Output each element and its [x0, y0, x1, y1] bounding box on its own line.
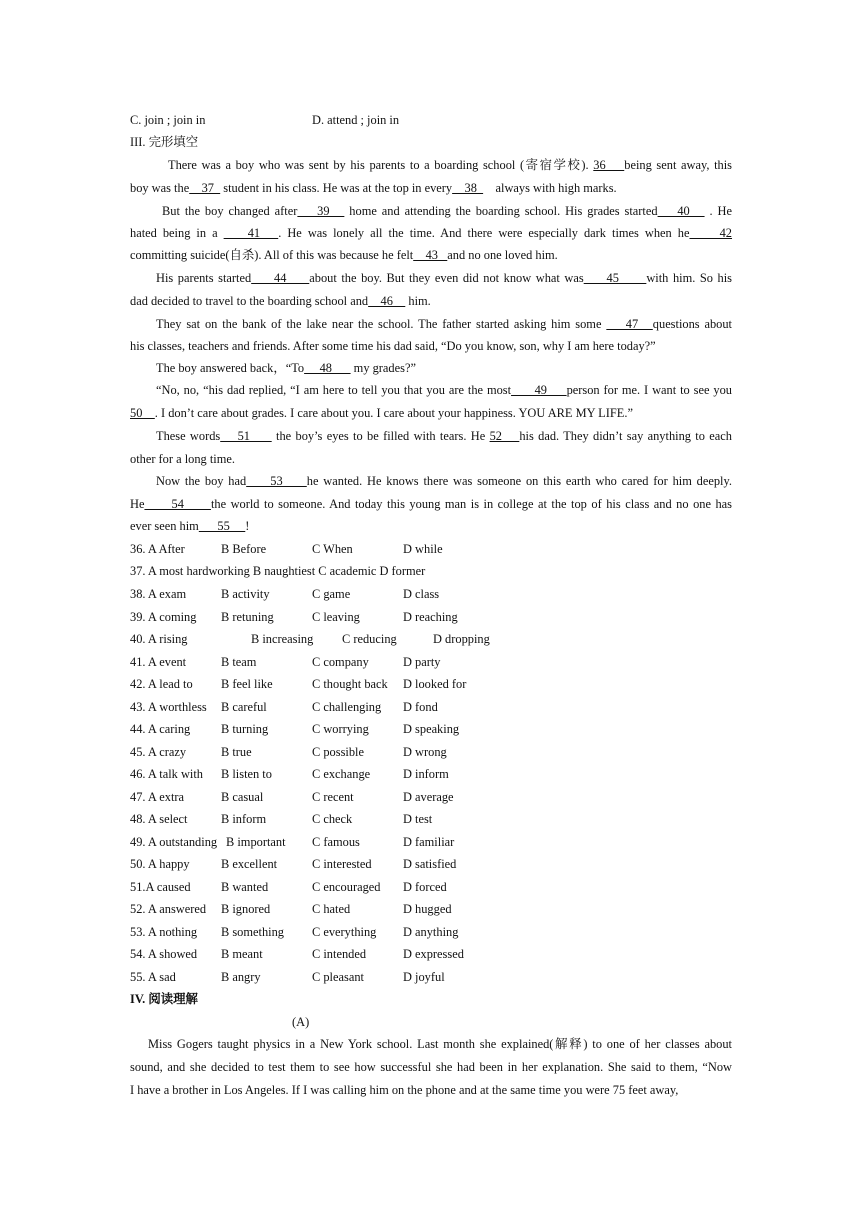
option-row: 49. A outstanding B important C famous D familiar [130, 835, 455, 849]
reading-line: sound, and she decided to test them to see how successful she had been in her explanation. She said to them, “Now [130, 1060, 732, 1074]
passage-line: “No, no, “his dad replied, “I am here to tell you that you are the most 49 person for me. I want to see you [156, 383, 732, 397]
option-row: 50. A happy B excellent C interested D satisfied [130, 857, 457, 871]
blank: 46 [368, 294, 406, 308]
blank: 40 [657, 204, 705, 218]
question-option-row [130, 112, 205, 128]
passage-line: ever seen him 55 ! [130, 519, 250, 533]
option-row: 38. A exam B activity C game D class [130, 587, 440, 601]
option-row: 36. A After B Before C When D while [130, 542, 443, 556]
option-row: 41. A event B team C company D party [130, 655, 441, 669]
reading-line: I have a brother in Los Angeles. If I was calling him on the phone and at the same time you were 75 feet away, [130, 1083, 679, 1097]
option-row: 45. A crazy B true C possible D wrong [130, 745, 447, 759]
option-d: D. attend ; join in [312, 113, 400, 127]
blank: 54 [144, 497, 211, 511]
passage-line: There was a boy who was sent by his parents to a boarding school (寄宿学校). 36 being sent away, this [168, 158, 733, 172]
passage-label: (A) [292, 1015, 310, 1029]
passage-line: boy was the 37 student in his class. He was at the top in every 38 always with high marks. [130, 181, 617, 195]
passage-line: He 54 the world to someone. And today this young man is in college at the top of his class and no one has [130, 497, 732, 511]
passage-line: Now the boy had 53 he wanted. He knows there was someone on this earth who cared for him deeply. [156, 474, 732, 488]
option-row: 39. A coming B retuning C leaving D reaching [130, 610, 458, 624]
blank: 50 [130, 406, 155, 420]
passage-line: other for a long time. [130, 452, 235, 466]
passage-line: committing suicide(自杀). All of this was because he felt 43 and no one loved him. [130, 248, 558, 262]
blank: 37 [189, 181, 221, 195]
passage-line: dad decided to travel to the boarding school and 46 him. [130, 294, 431, 308]
passage-line: His parents started 44 about the boy. But they even did not know what was 45 with him. So his [156, 271, 733, 285]
reading-line: Miss Gogers taught physics in a New York school. Last month she explained(解释) to one of her classes about [148, 1037, 732, 1051]
blank: 43 [413, 248, 448, 262]
passage-line: But the boy changed after 39 home and attending the boarding school. His grades started 40 . He [162, 204, 732, 218]
passage-line: They sat on the bank of the lake near the school. The father started asking him some 47 questions about [156, 317, 733, 331]
option-row: 53. A nothing B something C everything D anything [130, 925, 459, 939]
option-row: 54. A showed B meant C intended D expressed [130, 947, 464, 961]
blank: 45 [583, 271, 647, 285]
section-heading: IV. 阅读理解 [130, 992, 198, 1006]
option-row: 43. A worthless B careful C challenging D fond [130, 700, 438, 714]
passage-line: hated being in a 41 . He was lonely all the time. And there were especially dark times when he 42 [130, 226, 733, 240]
blank: 55 [198, 519, 246, 533]
blank: 51 [220, 429, 272, 443]
question-option-row [312, 112, 399, 128]
passage-line: The boy answered back，“To 48 my grades?” [156, 361, 416, 375]
option-row: 46. A talk with B listen to C exchange D inform [130, 767, 449, 781]
passage-line: These words 51 the boy’s eyes to be filled with tears. He 52 his dad. They didn’t say anything to each [156, 429, 732, 443]
blank: 39 [297, 204, 345, 218]
passage-line: 50 . I don’t care about grades. I care about you. I care about your happiness. YOU ARE MY LIFE.” [130, 406, 633, 420]
section-heading: III. 完形填空 [130, 135, 199, 149]
option-row: 37. A most hardworking B naughtiest C academic D former [130, 564, 426, 578]
blank: 49 [511, 383, 567, 397]
blank: 48 [304, 361, 351, 375]
blank: 53 [246, 474, 307, 488]
option-c: C. join ; join in [130, 113, 206, 127]
blank: 44 [251, 271, 310, 285]
blank: 36 [593, 158, 625, 172]
option-row: 52. A answered B ignored C hated D hugged [130, 902, 452, 916]
passage-line: his classes, teachers and friends. After some time his dad said, “Do you know, son, why I am here today?” [130, 339, 656, 353]
blank: 41 [223, 226, 279, 240]
option-row: 51.A caused B wanted C encouraged D forced [130, 880, 447, 894]
option-row: 55. A sad B angry C pleasant D joyful [130, 970, 445, 984]
blank: 42 [689, 226, 733, 240]
option-row: 48. A select B inform C check D test [130, 812, 433, 826]
option-row: 40. A rising B increasing C reducing D dropping [130, 632, 490, 646]
blank: 52 [489, 429, 520, 443]
blank: 47 [606, 317, 653, 331]
option-row: 47. A extra B casual C recent D average [130, 790, 454, 804]
option-row: 44. A caring B turning C worrying D speaking [130, 722, 460, 736]
blank: 38 [452, 181, 484, 195]
option-row: 42. A lead to B feel like C thought back D looked for [130, 677, 467, 691]
